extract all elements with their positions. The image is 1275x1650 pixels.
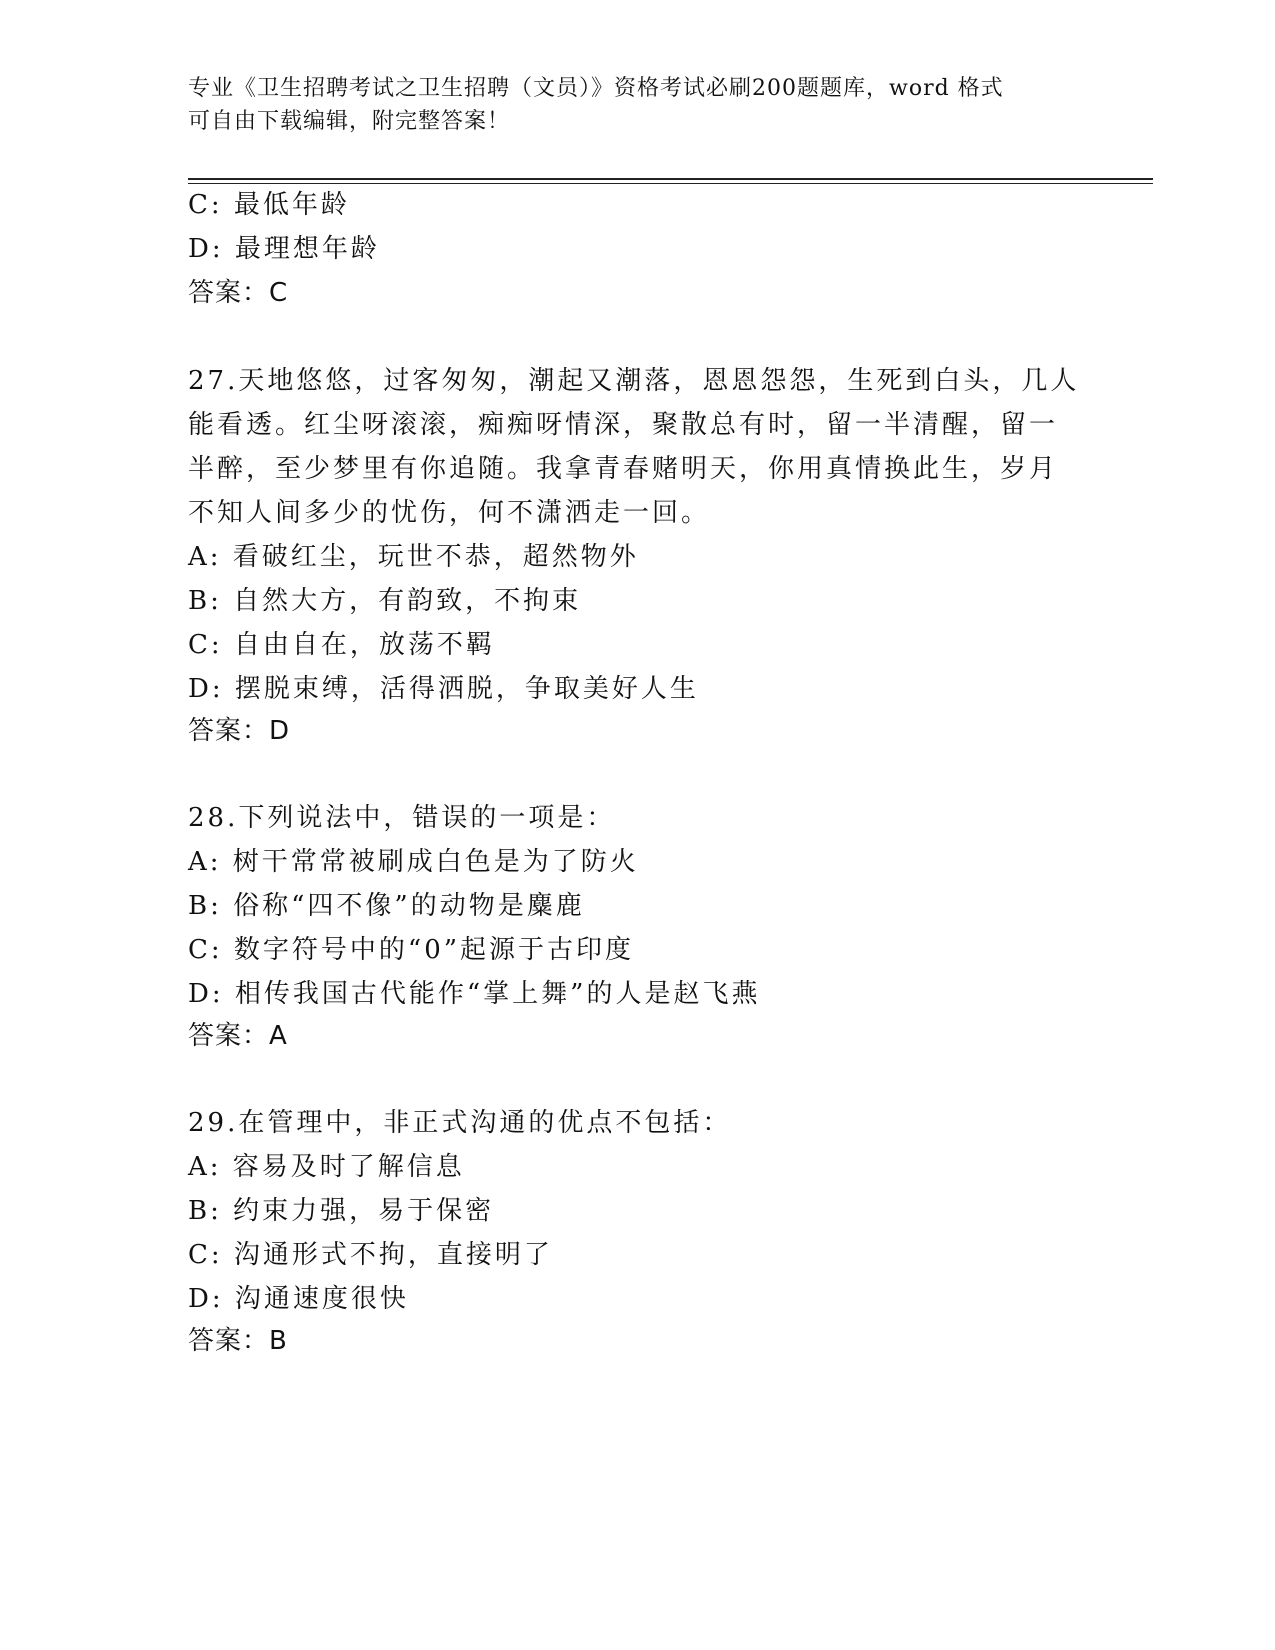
q28-option-d: D: 相传我国古代能作“掌上舞”的人是赵飞燕 bbox=[188, 979, 761, 1009]
q29-option-d: D: 沟通速度很快 bbox=[188, 1284, 409, 1314]
prev-option-d: D: 最理想年龄 bbox=[188, 234, 380, 264]
q27-option-d: D: 摆脱束缚，活得洒脱，争取美好人生 bbox=[188, 674, 699, 704]
q29-option-a: A: 容易及时了解信息 bbox=[188, 1152, 465, 1182]
q29-option-b: B: 约束力强，易于保密 bbox=[188, 1196, 495, 1226]
q27-stem-line-1: 27.天地悠悠，过客匆匆，潮起又潮落，恩恩怨怨，生死到白头，几人 bbox=[188, 366, 1080, 396]
q27-option-b: B: 自然大方，有韵致，不拘束 bbox=[188, 586, 582, 616]
header-line-2: 可自由下载编辑，附完整答案！ bbox=[188, 109, 511, 134]
q28-answer: 答案：A bbox=[188, 1021, 288, 1051]
q27-stem-line-2: 能看透。红尘呀滚滚，痴痴呀情深，聚散总有时，留一半清醒，留一 bbox=[188, 410, 1059, 440]
q27-option-a: A: 看破红尘，玩世不恭，超然物外 bbox=[188, 542, 639, 572]
q28-option-c: C: 数字符号中的“0”起源于古印度 bbox=[188, 935, 635, 965]
q29-answer: 答案：B bbox=[188, 1326, 288, 1356]
prev-option-c: C: 最低年龄 bbox=[188, 190, 350, 220]
q27-option-c: C: 自由自在，放荡不羁 bbox=[188, 630, 495, 660]
q27-answer: 答案：D bbox=[188, 716, 291, 746]
q27-stem-line-3: 半醉，至少梦里有你追随。我拿青春赌明天，你用真情换此生，岁月 bbox=[188, 454, 1059, 484]
q28-option-b: B: 俗称“四不像”的动物是麋鹿 bbox=[188, 891, 585, 921]
q29-stem: 29.在管理中，非正式沟通的优点不包括： bbox=[188, 1108, 732, 1138]
q28-option-a: A: 树干常常被刷成白色是为了防火 bbox=[188, 847, 639, 877]
q29-option-c: C: 沟通形式不拘，直接明了 bbox=[188, 1240, 553, 1270]
prev-answer: 答案：C bbox=[188, 278, 289, 308]
q28-stem: 28.下列说法中，错误的一项是： bbox=[188, 803, 616, 833]
header-line-1: 专业《卫生招聘考试之卫生招聘（文员）》资格考试必刷200题题库，word 格式 bbox=[188, 76, 1004, 101]
page-header bbox=[188, 72, 1088, 138]
q27-stem-line-4: 不知人间多少的忧伤，何不潇洒走一回。 bbox=[188, 498, 711, 528]
